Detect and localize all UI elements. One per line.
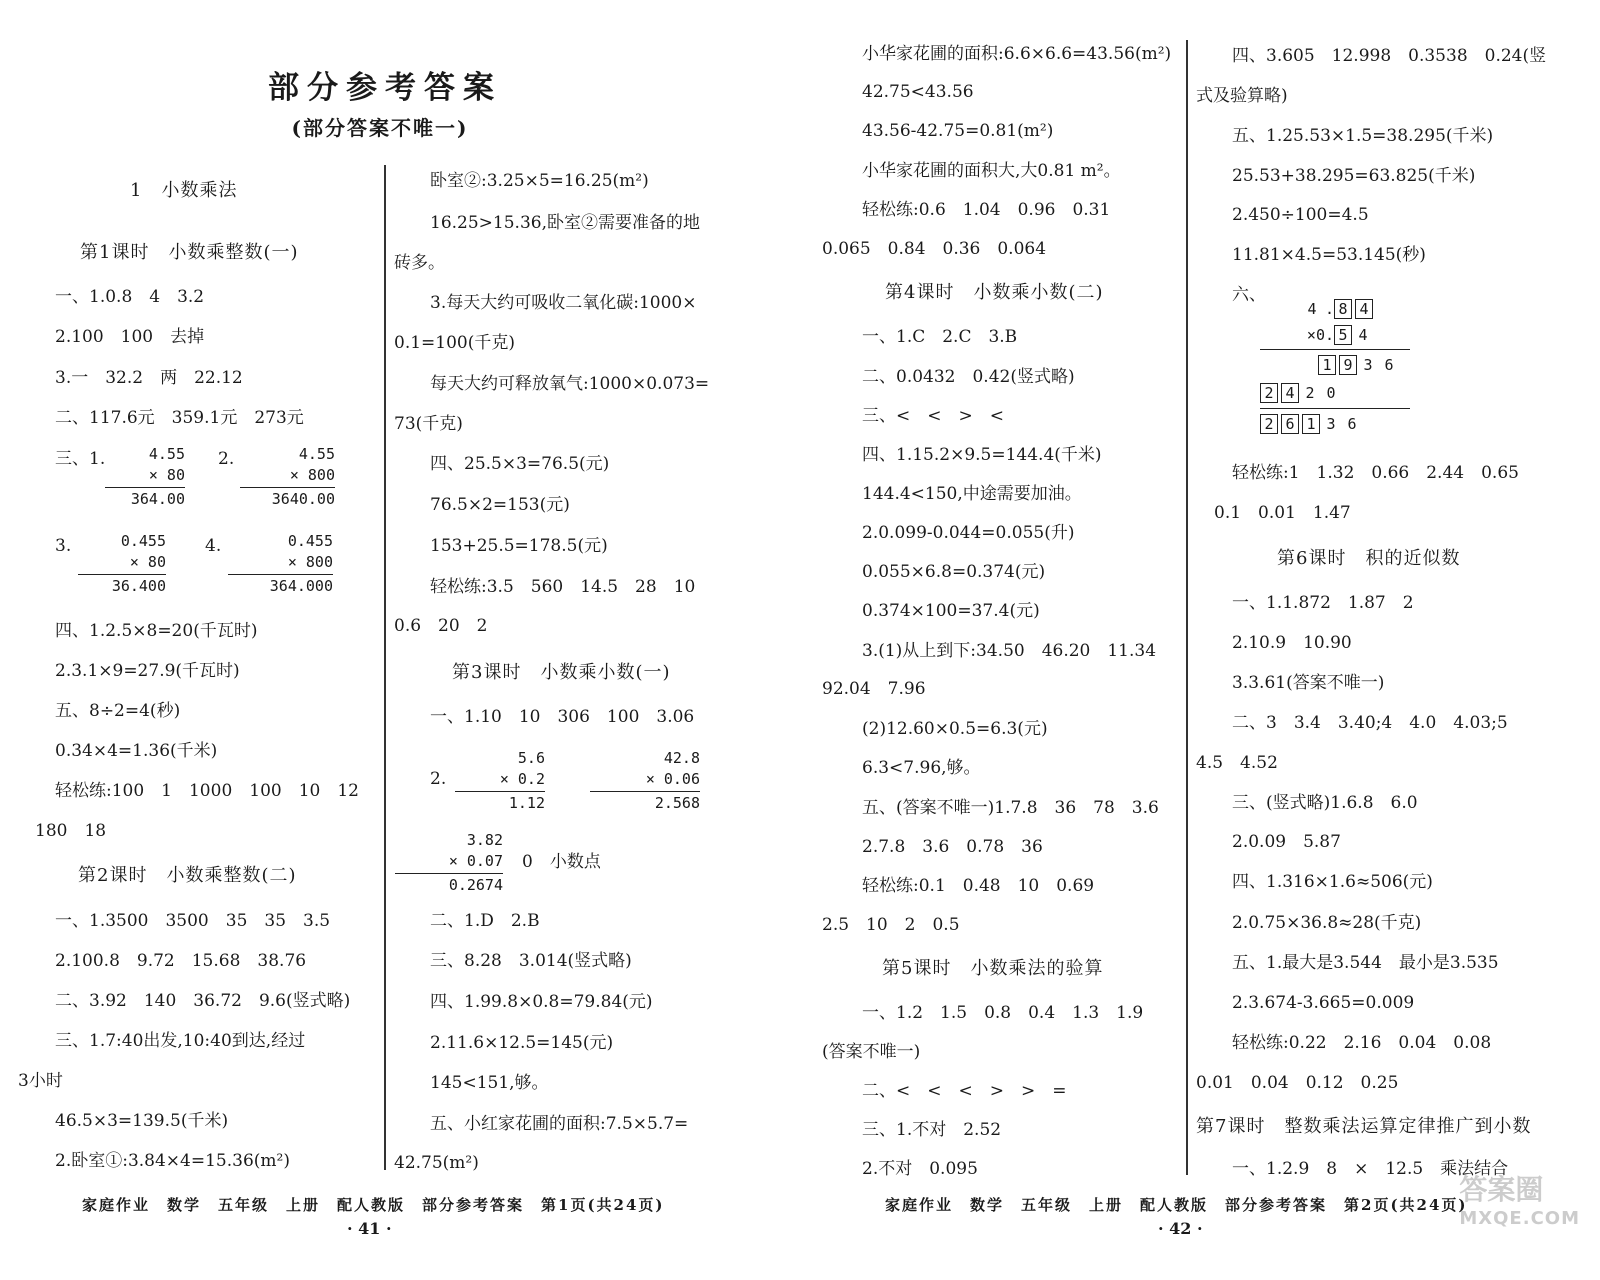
answer-line: 2.: [218, 449, 235, 469]
answer-line: 二、3 3.4 3.40;4 4.0 4.03;5: [1232, 713, 1508, 733]
answer-line: 145<151,够。: [430, 1073, 549, 1093]
answer-line: 0.6 20 2: [394, 616, 488, 636]
answer-line: 一、1.10 10 306 100 3.06: [430, 707, 695, 727]
watermark-logo: 答案圈 MXQE.COM: [1459, 1173, 1580, 1229]
right-page: [800, 0, 1600, 1280]
answer-line: 6.3<7.96,够。: [862, 758, 981, 778]
page-footer: 家庭作业 数学 五年级 上册 配人教版 部分参考答案 第2页(共24页): [885, 1196, 1468, 1214]
answer-line: 五、1.最大是3.544 最小是3.535: [1232, 953, 1499, 973]
answer-line: 153+25.5=178.5(元): [430, 536, 608, 556]
answer-line: 轻松练:100 1 1000 100 10 12: [55, 781, 359, 801]
answer-line: 二、3.92 140 36.72 9.6(竖式略): [55, 991, 351, 1011]
answer-line: (答案不唯一): [822, 1042, 921, 1062]
answer-line: 二、0.0432 0.42(竖式略): [862, 367, 1075, 387]
answer-line: 卧室②:3.25×5=16.25(m²): [430, 171, 649, 191]
answer-line: 每天大约可释放氧气:1000×0.073=: [430, 374, 710, 394]
answer-line: (2)12.60×0.5=6.3(元): [862, 719, 1048, 739]
answer-line: 0.374×100=37.4(元): [862, 601, 1040, 621]
answer-line: 四、25.5×3=76.5(元): [430, 454, 610, 474]
answer-line: 43.56-42.75=0.81(m²): [862, 121, 1054, 141]
answer-line: 四、1.2.5×8=20(千瓦时): [55, 621, 258, 641]
answer-line: 3.: [55, 536, 72, 556]
answer-line: 2.卧室①:3.84×4=15.36(m²): [55, 1151, 290, 1171]
answer-line: 三、(竖式略)1.6.8 6.0: [1232, 793, 1418, 813]
answer-line: 2.3.1×9=27.9(千瓦时): [55, 661, 240, 681]
answer-line: 2.0.75×36.8≈28(千克): [1232, 913, 1422, 933]
answer-line: 0.055×6.8=0.374(元): [862, 562, 1046, 582]
page-number: · 41 ·: [347, 1219, 392, 1238]
answer-line: 3.一 32.2 两 22.12: [55, 368, 243, 388]
lesson-heading: 第5课时 小数乘法的验算: [882, 958, 1104, 979]
answer-line: 四、1.99.8×0.8=79.84(元): [430, 992, 653, 1012]
answer-line: 一、1.3500 3500 35 35 3.5: [55, 911, 331, 931]
answer-line: 一、1.2.9 8 × 12.5 乘法结合: [1232, 1159, 1509, 1179]
answer-line: 3.每天大约可吸收二氧化碳:1000×: [430, 293, 697, 313]
answer-line: 小华家花圃的面积大,大0.81 m²。: [862, 161, 1121, 181]
vertical-multiplication: 3.82 × 0.07 0.2674: [395, 830, 503, 896]
answer-line: 3.(1)从上到下:34.50 46.20 11.34: [862, 641, 1157, 661]
answer-line: 2.0.09 5.87: [1232, 832, 1341, 852]
answer-line: 轻松练:3.5 560 14.5 28 10: [430, 577, 696, 597]
lesson-heading: 第4课时 小数乘小数(二): [885, 282, 1104, 303]
answer-line: 五、(答案不唯一)1.7.8 36 78 3.6: [862, 798, 1159, 818]
digit-puzzle: [1260, 296, 1410, 438]
answer-line: 0.01 0.04 0.12 0.25: [1196, 1073, 1399, 1093]
answer-line: 二、1.D 2.B: [430, 911, 540, 931]
answer-line: 式及验算略): [1196, 86, 1288, 106]
vertical-multiplication: 0.455 × 80 36.400: [78, 531, 166, 597]
answer-line: 三、1.: [55, 449, 106, 469]
answer-line: 二、< < < > > =: [862, 1081, 1067, 1101]
page-footer: 家庭作业 数学 五年级 上册 配人教版 部分参考答案 第1页(共24页): [82, 1196, 665, 1214]
puzzle-row: 4 . 8 4: [1260, 296, 1410, 322]
answer-line: 一、1.0.8 4 3.2: [55, 287, 205, 307]
answer-line: 2.3.674-3.665=0.009: [1232, 993, 1415, 1013]
page-subtitle: (部分答案不唯一): [291, 116, 469, 140]
answer-line: 轻松练:0.6 1.04 0.96 0.31: [862, 200, 1111, 220]
answer-line: 46.5×3=139.5(千米): [55, 1111, 229, 1131]
answer-line: 2.0.099-0.044=0.055(升): [862, 523, 1075, 543]
answer-line: 一、1.2 1.5 0.8 0.4 1.3 1.9: [862, 1003, 1144, 1023]
answer-line: 四、3.605 12.998 0.3538 0.24(竖: [1232, 46, 1547, 66]
vertical-multiplication: 5.6 × 0.2 1.12: [455, 748, 545, 814]
column-divider: [1186, 40, 1188, 1175]
answer-line: 五、小红家花圃的面积:7.5×5.7=: [430, 1114, 689, 1134]
answer-line: 25.53+38.295=63.825(千米): [1232, 166, 1476, 186]
answer-line: 2.不对 0.095: [862, 1159, 978, 1179]
puzzle-row: 2 6 1 3 6: [1260, 410, 1410, 438]
vertical-multiplication: 4.55 × 80 364.00: [105, 444, 185, 510]
answer-line: 11.81×4.5=53.145(秒): [1232, 245, 1426, 265]
answer-line: 四、1.316×1.6≈506(元): [1232, 872, 1433, 892]
answer-line: 轻松练:0.22 2.16 0.04 0.08: [1232, 1033, 1492, 1053]
answer-line: 4.: [205, 536, 222, 556]
answer-line: 三、1.7:40出发,10:40到达,经过: [55, 1031, 306, 1051]
vertical-multiplication: 42.8 × 0.06 2.568: [590, 748, 700, 814]
page-title: 部分参考答案: [268, 70, 502, 106]
lesson-heading: 第1课时 小数乘整数(一): [80, 242, 299, 263]
vertical-multiplication: 0.455 × 800 364.000: [228, 531, 333, 597]
answer-line: 轻松练:1 1.32 0.66 2.44 0.65: [1232, 463, 1519, 483]
vertical-multiplication: 4.55 × 800 3640.00: [240, 444, 335, 510]
answer-line: 4.5 4.52: [1196, 753, 1278, 773]
answer-line: 76.5×2=153(元): [430, 495, 570, 515]
answer-line: 73(千克): [394, 414, 463, 434]
answer-line: 2.450÷100=4.5: [1232, 205, 1369, 225]
answer-line: 三、1.不对 2.52: [862, 1120, 1002, 1140]
column-divider: [384, 165, 386, 1170]
answer-line: 三、< < > <: [862, 406, 1004, 426]
answer-line: 2.5 10 2 0.5: [822, 915, 960, 935]
answer-line: 2.: [430, 769, 447, 789]
answer-line: 0.34×4=1.36(千米): [55, 741, 218, 761]
answer-line: 四、1.15.2×9.5=144.4(千米): [862, 445, 1102, 465]
answer-line: 轻松练:0.1 0.48 10 0.69: [862, 876, 1095, 896]
answer-line: 144.4<150,中途需要加油。: [862, 484, 1082, 504]
answer-line: 2.11.6×12.5=145(元): [430, 1033, 614, 1053]
lesson-heading: 第6课时 积的近似数: [1277, 548, 1461, 569]
answer-line: 2.7.8 3.6 0.78 36: [862, 837, 1043, 857]
answer-line: 3小时: [18, 1071, 63, 1091]
puzzle-row: 2 4 2 0: [1260, 379, 1410, 407]
answer-line: 92.04 7.96: [822, 679, 926, 699]
answer-line: 三、8.28 3.014(竖式略): [430, 951, 632, 971]
chapter-heading: 1 小数乘法: [130, 180, 238, 201]
answer-line: 3.3.61(答案不唯一): [1232, 673, 1385, 693]
answer-line: 六、: [1232, 285, 1266, 305]
answer-line: 0 小数点: [522, 852, 601, 872]
puzzle-row: ×0. 5 4: [1306, 326, 1368, 344]
answer-line: 0.1 0.01 1.47: [1214, 503, 1351, 523]
lesson-heading: 第2课时 小数乘整数(二): [78, 865, 297, 886]
answer-line: 2.100 100 去掉: [55, 327, 205, 347]
answer-line: 砖多。: [394, 253, 445, 273]
answer-line: 42.75<43.56: [862, 82, 974, 102]
page-number: · 42 ·: [1158, 1219, 1203, 1238]
answer-line: 42.75(m²): [394, 1153, 479, 1173]
answer-line: 180 18: [35, 821, 107, 841]
puzzle-row: 1 9 3 6: [1260, 351, 1410, 379]
answer-line: 五、8÷2=4(秒): [55, 701, 181, 721]
answer-line: 一、1.1.872 1.87 2: [1232, 593, 1414, 613]
lesson-heading: 第3课时 小数乘小数(一): [452, 662, 671, 683]
answer-line: 2.100.8 9.72 15.68 38.76: [55, 951, 307, 971]
answer-line: 0.065 0.84 0.36 0.064: [822, 239, 1047, 259]
answer-line: 0.1=100(千克): [394, 333, 515, 353]
answer-line: 16.25>15.36,卧室②需要准备的地: [430, 213, 700, 233]
answer-line: 一、1.C 2.C 3.B: [862, 327, 1018, 347]
answer-line: 五、1.25.53×1.5=38.295(千米): [1232, 126, 1494, 146]
answer-line: 2.10.9 10.90: [1232, 633, 1352, 653]
answer-line: 二、117.6元 359.1元 273元: [55, 408, 304, 428]
lesson-heading: 第7课时 整数乘法运算定律推广到小数: [1196, 1116, 1532, 1137]
answer-line: 小华家花圃的面积:6.6×6.6=43.56(m²): [862, 44, 1172, 64]
